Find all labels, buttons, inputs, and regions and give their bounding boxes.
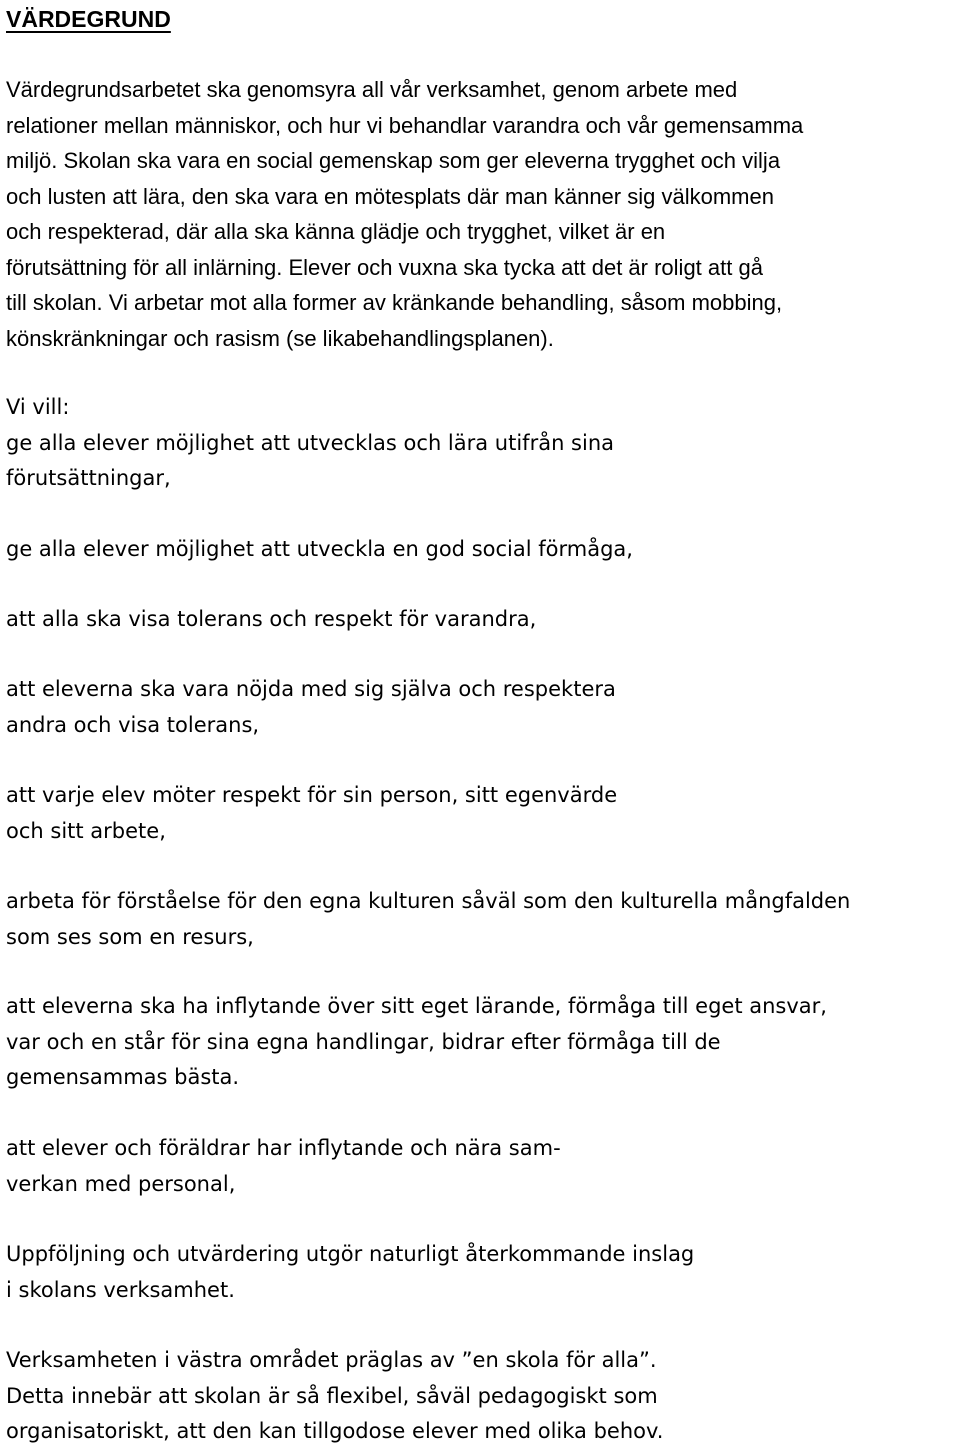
intro-line: förutsättning för all inlärning. Elever och vuxna ska tycka att det är roligt att gå [6, 254, 763, 280]
goal-line: att elever och föräldrar har inflytande och nära sam- [6, 1136, 561, 1160]
followup-line: Uppföljning och utvärdering utgör naturligt återkommande inslag [6, 1242, 695, 1266]
goal-line: var och en står för sina egna handlingar, bidrar efter förmåga till de [6, 1029, 721, 1054]
followup-paragraph [6, 1237, 694, 1308]
goal-item [6, 884, 850, 955]
intro-paragraph [6, 72, 956, 356]
goal-line: att eleverna ska ha inflytande över sitt eget lärande, förmåga till eget ansvar, [6, 994, 827, 1018]
intro-line: miljö. Skolan ska vara en social gemenskap som ger eleverna trygghet och vilja [6, 148, 781, 173]
goal-line: och sitt arbete, [6, 818, 166, 843]
goal-item [6, 672, 616, 743]
goal-line: att eleverna ska vara nöjda med sig själva och respektera [6, 677, 616, 701]
goal-line: gemensammas bästa. [6, 1065, 240, 1089]
goal-line: andra och visa tolerans, [6, 712, 260, 737]
goal-line: som ses som en resurs, [6, 924, 254, 949]
intro-line: och respekterad, där alla ska känna glädje och trygghet, vilket är en [6, 219, 666, 244]
closing-line: Detta innebär att skolan är så flexibel, såväl pedagogiskt som [6, 1383, 658, 1408]
goal-item [6, 602, 536, 638]
goal-line: att varje elev möter respekt för sin person, sitt egenvärde [6, 783, 618, 807]
goal-item [6, 1131, 561, 1202]
page-title: VÄRDEGRUND [6, 6, 171, 32]
intro-line: Värdegrundsarbetet ska genomsyra all vår verksamhet, genom arbete med [6, 77, 738, 102]
intro-line: och lusten att lära, den ska vara en mötesplats där man känner sig välkommen [6, 183, 774, 209]
vi-vill-section [6, 390, 614, 497]
intro-line: könskränkningar och rasism (se likabehandlingsplanen). [6, 325, 554, 351]
goal-line: att alla ska visa tolerans och respekt för varandra, [6, 607, 537, 631]
goal-item [6, 989, 827, 1096]
closing-line: Verksamheten i västra området präglas av ”en skola för alla”. [6, 1348, 657, 1372]
intro-line: till skolan. Vi arbetar mot alla former av kränkande behandling, såsom mobbing, [6, 290, 783, 315]
intro-line: relationer mellan människor, och hur vi behandlar varandra och vår gemensamma [6, 112, 804, 138]
closing-line: organisatoriskt, att den kan tillgodose elever med olika behov. [6, 1419, 664, 1443]
goal-item [6, 778, 617, 849]
goal-line: verkan med personal, [6, 1171, 236, 1196]
followup-line: i skolans verksamhet. [6, 1277, 235, 1302]
goal-item [6, 532, 633, 568]
goal-line: ge alla elever möjlighet att utveckla en god social förmåga, [6, 537, 633, 561]
closing-paragraph [6, 1343, 663, 1450]
vi-vill-label: Vi vill: [6, 395, 70, 419]
goal-line: ge alla elever möjlighet att utvecklas och lära utifrån sina [6, 430, 615, 455]
goal-line: arbeta för förståelse för den egna kulturen såväl som den kulturella mångfalden [6, 889, 851, 913]
goal-line: förutsättningar, [6, 466, 171, 490]
